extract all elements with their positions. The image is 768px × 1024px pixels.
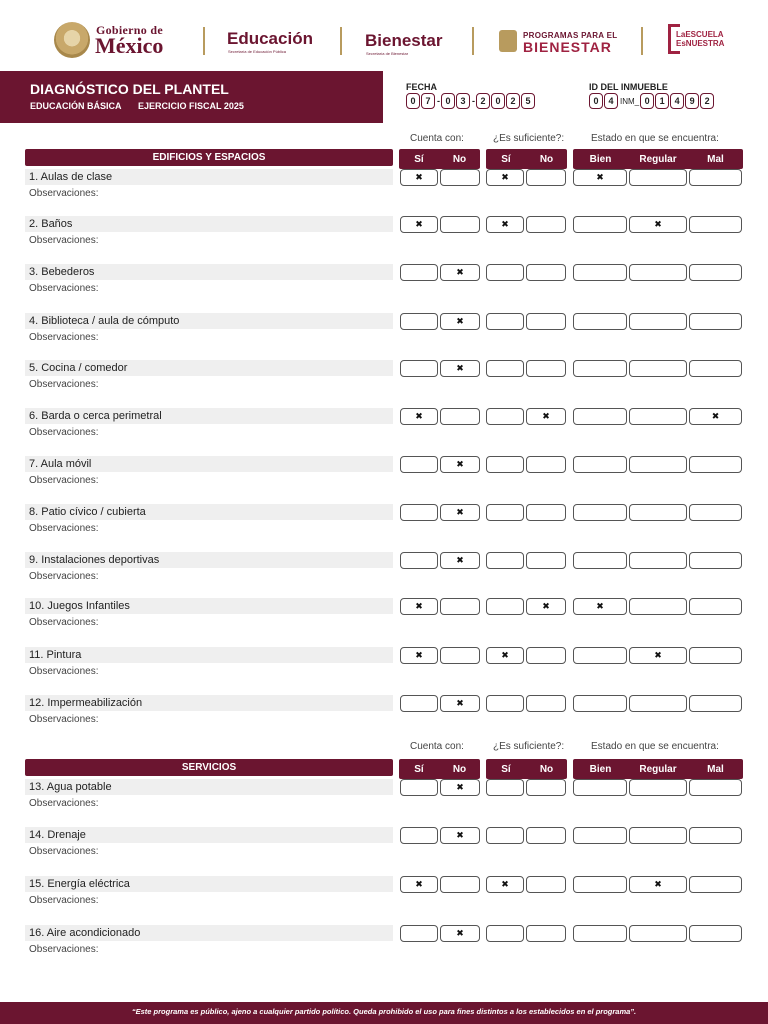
checkbox-mal[interactable]: ✖ (689, 408, 742, 425)
checkbox-mal[interactable] (689, 779, 742, 796)
checkbox-suf-no[interactable] (526, 779, 566, 796)
checkbox-mal[interactable] (689, 925, 742, 942)
column-header-group (573, 149, 743, 169)
observaciones-label: Observaciones: (29, 475, 99, 486)
checklist-row (0, 504, 768, 544)
checkbox-cuenta-si[interactable] (400, 827, 438, 844)
digit-box[interactable]: 7 (421, 93, 435, 109)
item-label: 12. Impermeabilización (25, 695, 393, 711)
observaciones-label: Observaciones: (29, 895, 99, 906)
caption-cuenta: Cuenta con: (410, 133, 464, 144)
page-subtitle (30, 101, 258, 111)
checklist-row (0, 695, 768, 735)
checklist-row (0, 647, 768, 687)
logos-header (0, 18, 768, 62)
checkbox-cuenta-si[interactable] (400, 779, 438, 796)
checkbox-bien[interactable] (573, 552, 627, 569)
checkbox-cuenta-no[interactable]: ✖ (440, 504, 480, 521)
column-header-bien: Bien (589, 153, 612, 165)
checkbox-regular[interactable] (629, 695, 687, 712)
column-header-group (573, 759, 743, 779)
escuela-line1: LaESCUELA (676, 30, 724, 39)
checkbox-suf-si[interactable] (486, 456, 524, 473)
item-label: 9. Instalaciones deportivas (25, 552, 393, 568)
checkbox-suf-si[interactable]: ✖ (486, 647, 524, 664)
checkbox-suf-no[interactable] (526, 216, 566, 233)
column-header-si: Sí (414, 153, 424, 165)
checkbox-regular[interactable] (629, 169, 687, 186)
caption-estado: Estado en que se encuentra: (591, 133, 719, 144)
bienestar-sub: Secretaría de Bienestar (366, 51, 409, 56)
checkbox-cuenta-no[interactable]: ✖ (440, 360, 480, 377)
column-header-no: No (539, 153, 554, 165)
checkbox-mal[interactable] (689, 552, 742, 569)
digit-box[interactable]: 9 (685, 93, 699, 109)
date-separator: - (472, 96, 475, 106)
checkbox-bien[interactable] (573, 827, 627, 844)
checkbox-suf-si[interactable] (486, 504, 524, 521)
checkbox-suf-no[interactable] (526, 504, 566, 521)
fecha-field[interactable] (406, 93, 536, 109)
column-header-no: No (452, 763, 467, 775)
checkbox-bien[interactable] (573, 216, 627, 233)
checkbox-cuenta-no[interactable] (440, 408, 480, 425)
checkbox-mal[interactable] (689, 695, 742, 712)
checkbox-cuenta-si[interactable] (400, 504, 438, 521)
checkbox-suf-si[interactable] (486, 695, 524, 712)
checkbox-cuenta-si[interactable]: ✖ (400, 216, 438, 233)
checkbox-bien[interactable] (573, 360, 627, 377)
checkbox-suf-si[interactable] (486, 598, 524, 615)
column-header-mal: Mal (707, 153, 724, 165)
observaciones-label: Observaciones: (29, 379, 99, 390)
column-header-bien: Bien (589, 763, 612, 775)
checkbox-bien[interactable] (573, 408, 627, 425)
column-header-si: Sí (414, 763, 424, 775)
checkbox-bien[interactable]: ✖ (573, 169, 627, 186)
checkbox-cuenta-si[interactable] (400, 360, 438, 377)
checkbox-cuenta-no[interactable]: ✖ (440, 925, 480, 942)
escuela-line2: EsNUESTRA (676, 39, 725, 48)
checklist-row (0, 216, 768, 256)
checkbox-suf-si[interactable] (486, 264, 524, 281)
observaciones-label: Observaciones: (29, 188, 99, 199)
checkbox-regular[interactable] (629, 504, 687, 521)
item-label: 11. Pintura (25, 647, 393, 663)
checkbox-mal[interactable] (689, 876, 742, 893)
checkbox-cuenta-si[interactable]: ✖ (400, 647, 438, 664)
checkbox-suf-no[interactable] (526, 552, 566, 569)
digit-box[interactable]: 0 (406, 93, 420, 109)
checkbox-mal[interactable] (689, 264, 742, 281)
observaciones-label: Observaciones: (29, 714, 99, 725)
item-label: 3. Bebederos (25, 264, 393, 280)
item-label: 2. Baños (25, 216, 393, 232)
item-label: 8. Patio cívico / cubierta (25, 504, 393, 520)
educacion-sub: Secretaría de Educación Pública (228, 49, 287, 54)
checkbox-cuenta-no[interactable] (440, 598, 480, 615)
checkbox-cuenta-no[interactable] (440, 169, 480, 186)
column-header-si: Sí (501, 763, 511, 775)
section-title: SERVICIOS (25, 759, 393, 776)
checkbox-mal[interactable] (689, 360, 742, 377)
digit-box[interactable]: 0 (640, 93, 654, 109)
checkbox-bien[interactable] (573, 456, 627, 473)
checklist-row (0, 552, 768, 592)
column-header-si: Sí (501, 153, 511, 165)
checkbox-suf-no[interactable]: ✖ (526, 598, 566, 615)
checkbox-suf-si[interactable]: ✖ (486, 876, 524, 893)
checkbox-bien[interactable] (573, 313, 627, 330)
caption-cuenta: Cuenta con: (410, 741, 464, 752)
logo-divider (203, 27, 205, 55)
logo-divider (472, 27, 474, 55)
checkbox-cuenta-si[interactable]: ✖ (400, 598, 438, 615)
column-header-group (399, 149, 480, 169)
caption-suficiente: ¿Es suficiente?: (493, 741, 565, 752)
checkbox-suf-si[interactable] (486, 552, 524, 569)
checklist-row (0, 876, 768, 916)
checkbox-regular[interactable] (629, 360, 687, 377)
observaciones-label: Observaciones: (29, 798, 99, 809)
checklist-row (0, 313, 768, 353)
mexico-label: México (95, 33, 164, 58)
checkbox-cuenta-no[interactable]: ✖ (440, 264, 480, 281)
logo-divider (340, 27, 342, 55)
checklist-row (0, 169, 768, 209)
column-header-no: No (452, 153, 467, 165)
checkbox-cuenta-si[interactable]: ✖ (400, 169, 438, 186)
checkbox-cuenta-no[interactable] (440, 876, 480, 893)
checkbox-suf-si[interactable] (486, 360, 524, 377)
checkbox-suf-si[interactable] (486, 408, 524, 425)
checkbox-bien[interactable] (573, 876, 627, 893)
caption-suficiente: ¿Es suficiente?: (493, 133, 565, 144)
education-level: EDUCACIÓN BÁSICA (30, 101, 122, 111)
checklist-row (0, 779, 768, 819)
digit-box[interactable]: 3 (456, 93, 470, 109)
checkbox-regular[interactable]: ✖ (629, 216, 687, 233)
checkbox-suf-si[interactable]: ✖ (486, 169, 524, 186)
checkbox-regular[interactable]: ✖ (629, 876, 687, 893)
checkbox-cuenta-si[interactable] (400, 925, 438, 942)
checkbox-suf-no[interactable] (526, 827, 566, 844)
checkbox-bien[interactable] (573, 647, 627, 664)
checkbox-cuenta-no[interactable]: ✖ (440, 552, 480, 569)
checkbox-suf-no[interactable] (526, 456, 566, 473)
observaciones-label: Observaciones: (29, 571, 99, 582)
programas-big: BIENESTAR (523, 39, 612, 55)
checkbox-cuenta-no[interactable]: ✖ (440, 456, 480, 473)
logo-divider (641, 27, 643, 55)
checkbox-regular[interactable] (629, 552, 687, 569)
checkbox-bien[interactable] (573, 779, 627, 796)
observaciones-label: Observaciones: (29, 283, 99, 294)
checkbox-suf-si[interactable] (486, 827, 524, 844)
observaciones-label: Observaciones: (29, 332, 99, 343)
digit-box[interactable]: 5 (521, 93, 535, 109)
escuela-logo (676, 30, 724, 48)
column-header-regular: Regular (639, 763, 677, 775)
checkbox-cuenta-no[interactable]: ✖ (440, 313, 480, 330)
checkbox-suf-si[interactable]: ✖ (486, 216, 524, 233)
checkbox-suf-no[interactable] (526, 313, 566, 330)
observaciones-label: Observaciones: (29, 617, 99, 628)
checkbox-regular[interactable] (629, 264, 687, 281)
checkbox-suf-si[interactable] (486, 925, 524, 942)
column-header-group (486, 149, 567, 169)
checkbox-cuenta-si[interactable] (400, 456, 438, 473)
observaciones-label: Observaciones: (29, 427, 99, 438)
checkbox-suf-no[interactable]: ✖ (526, 408, 566, 425)
checkbox-suf-no[interactable] (526, 925, 566, 942)
checkbox-bien[interactable]: ✖ (573, 598, 627, 615)
checkbox-mal[interactable] (689, 216, 742, 233)
digit-box[interactable]: 0 (589, 93, 603, 109)
checkbox-bien[interactable] (573, 695, 627, 712)
checkbox-cuenta-no[interactable]: ✖ (440, 779, 480, 796)
checkbox-regular[interactable] (629, 408, 687, 425)
digit-box[interactable]: 1 (655, 93, 669, 109)
checklist-row (0, 598, 768, 638)
checkbox-mal[interactable] (689, 827, 742, 844)
checklist-row (0, 264, 768, 304)
checklist-row (0, 360, 768, 400)
item-label: 7. Aula móvil (25, 456, 393, 472)
checkbox-mal[interactable] (689, 313, 742, 330)
checkbox-bien[interactable] (573, 264, 627, 281)
checkbox-mal[interactable] (689, 169, 742, 186)
checkbox-cuenta-no[interactable]: ✖ (440, 695, 480, 712)
checkbox-cuenta-si[interactable] (400, 695, 438, 712)
column-header-group (399, 759, 480, 779)
title-band (0, 71, 383, 123)
checkbox-regular[interactable]: ✖ (629, 647, 687, 664)
digit-box[interactable]: 4 (670, 93, 684, 109)
item-label: 4. Biblioteca / aula de cómputo (25, 313, 393, 329)
educacion-logo: Educación (227, 29, 313, 48)
observaciones-label: Observaciones: (29, 666, 99, 677)
checkbox-cuenta-no[interactable] (440, 216, 480, 233)
checkbox-bien[interactable] (573, 925, 627, 942)
item-label: 10. Juegos Infantiles (25, 598, 393, 614)
checkbox-regular[interactable] (629, 925, 687, 942)
observaciones-label: Observaciones: (29, 846, 99, 857)
column-header-mal: Mal (707, 763, 724, 775)
item-label: 15. Energía eléctrica (25, 876, 393, 892)
footer-disclaimer: “Este programa es público, ajeno a cualquier partido político. Queda prohibido el uso para fines distintos a los establecidos en el programa”. (0, 1002, 768, 1024)
checkbox-cuenta-si[interactable]: ✖ (400, 876, 438, 893)
observaciones-label: Observaciones: (29, 523, 99, 534)
digit-box[interactable]: 2 (476, 93, 490, 109)
item-label: 5. Cocina / comedor (25, 360, 393, 376)
checkbox-mal[interactable] (689, 647, 742, 664)
checkbox-regular[interactable] (629, 827, 687, 844)
observaciones-label: Observaciones: (29, 235, 99, 246)
checkbox-suf-no[interactable] (526, 360, 566, 377)
checklist-row (0, 456, 768, 496)
observaciones-label: Observaciones: (29, 944, 99, 955)
checkbox-mal[interactable] (689, 598, 742, 615)
checkbox-suf-no[interactable] (526, 264, 566, 281)
checklist-row (0, 827, 768, 867)
item-label: 6. Barda o cerca perimetral (25, 408, 393, 424)
item-label: 16. Aire acondicionado (25, 925, 393, 941)
checkbox-cuenta-si[interactable] (400, 552, 438, 569)
programas-small: PROGRAMAS PARA EL (523, 31, 618, 40)
checkbox-mal[interactable] (689, 504, 742, 521)
checkbox-cuenta-si[interactable] (400, 264, 438, 281)
digit-box[interactable]: 2 (700, 93, 714, 109)
inmueble-field[interactable] (589, 93, 715, 109)
checkbox-suf-no[interactable] (526, 647, 566, 664)
column-header-regular: Regular (639, 153, 677, 165)
programas-bienestar-icon (499, 30, 517, 52)
checkbox-regular[interactable] (629, 313, 687, 330)
checkbox-suf-no[interactable] (526, 876, 566, 893)
checkbox-suf-no[interactable] (526, 695, 566, 712)
date-separator: - (437, 96, 440, 106)
gobierno-seal-icon (54, 22, 90, 58)
item-label: 14. Drenaje (25, 827, 393, 843)
page-title: DIAGNÓSTICO DEL PLANTEL (30, 81, 229, 97)
checkbox-regular[interactable] (629, 456, 687, 473)
fiscal-year: EJERCICIO FISCAL 2025 (138, 101, 244, 111)
checkbox-cuenta-no[interactable]: ✖ (440, 827, 480, 844)
bienestar-logo: Bienestar (365, 31, 443, 50)
checkbox-cuenta-no[interactable] (440, 647, 480, 664)
column-header-no: No (539, 763, 554, 775)
checkbox-suf-no[interactable] (526, 169, 566, 186)
checkbox-cuenta-si[interactable]: ✖ (400, 408, 438, 425)
item-label: 1. Aulas de clase (25, 169, 393, 185)
column-header-group (486, 759, 567, 779)
section-title: EDIFICIOS Y ESPACIOS (25, 149, 393, 166)
fecha-label: FECHA (406, 82, 437, 92)
caption-estado: Estado en que se encuentra: (591, 741, 719, 752)
item-label: 13. Agua potable (25, 779, 393, 795)
inmueble-infix: INM_ (620, 96, 640, 106)
checkbox-cuenta-si[interactable] (400, 313, 438, 330)
digit-box[interactable]: 2 (506, 93, 520, 109)
checkbox-mal[interactable] (689, 456, 742, 473)
inmueble-label: ID DEL INMUEBLE (589, 82, 668, 92)
digit-box[interactable]: 0 (441, 93, 455, 109)
checkbox-suf-si[interactable] (486, 779, 524, 796)
digit-box[interactable]: 0 (491, 93, 505, 109)
gobierno-label: Gobierno de (96, 23, 163, 37)
checkbox-suf-si[interactable] (486, 313, 524, 330)
checkbox-regular[interactable] (629, 598, 687, 615)
checkbox-regular[interactable] (629, 779, 687, 796)
checklist-row (0, 925, 768, 965)
digit-box[interactable]: 4 (604, 93, 618, 109)
checklist-row (0, 408, 768, 448)
checkbox-bien[interactable] (573, 504, 627, 521)
